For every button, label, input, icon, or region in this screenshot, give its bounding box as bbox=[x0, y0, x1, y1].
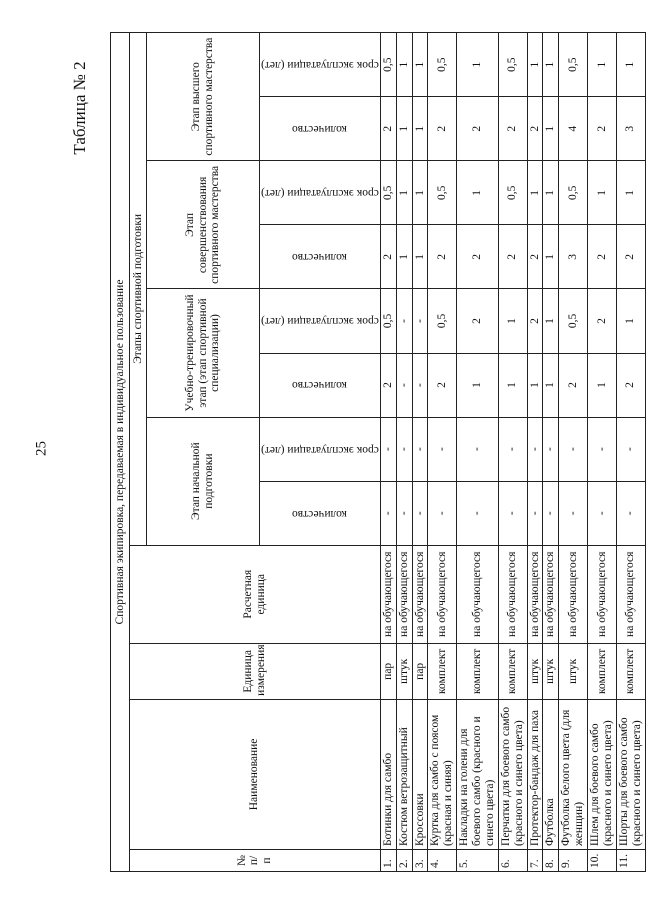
cell-value: 1 bbox=[527, 161, 543, 225]
row-unit: штук bbox=[527, 643, 543, 699]
table-row bbox=[396, 33, 412, 872]
cell-value: 2 bbox=[498, 97, 527, 161]
cell-value: 2 bbox=[527, 97, 543, 161]
row-unit: штук bbox=[543, 643, 559, 699]
header-stage-4: Этап высшего спортивного мастерства bbox=[147, 33, 260, 161]
row-name: Куртка для самбо с поясом (красная и синяя) bbox=[428, 699, 457, 849]
cell-value: - bbox=[588, 481, 617, 545]
cell-value: 2 bbox=[588, 97, 617, 161]
cell-value: 1 bbox=[396, 161, 412, 225]
header-qty-cell bbox=[260, 353, 381, 417]
cell-value: 0,5 bbox=[380, 161, 396, 225]
cell-value: 1 bbox=[412, 33, 428, 97]
cell-value: - bbox=[396, 481, 412, 545]
cell-value: 2 bbox=[588, 225, 617, 289]
cell-value: 1 bbox=[412, 161, 428, 225]
cell-value: 1 bbox=[396, 33, 412, 97]
cell-value: - bbox=[616, 417, 645, 481]
cell-value: - bbox=[498, 417, 527, 481]
cell-value: 1 bbox=[588, 353, 617, 417]
cell-value: 2 bbox=[616, 353, 645, 417]
cell-value: 1 bbox=[527, 33, 543, 97]
cell-value: - bbox=[543, 417, 559, 481]
cell-value: 0,5 bbox=[380, 33, 396, 97]
cell-value: 2 bbox=[457, 97, 499, 161]
header-stage-1: Этап начальной подготовки bbox=[147, 417, 260, 545]
row-unit: комплект bbox=[457, 643, 499, 699]
row-num: 5. bbox=[457, 849, 499, 871]
cell-value: 1 bbox=[543, 289, 559, 353]
header-calc-unit: Расчетная единица bbox=[130, 545, 381, 643]
cell-value: 2 bbox=[428, 353, 457, 417]
row-num: 11. bbox=[616, 849, 645, 871]
cell-value: - bbox=[498, 481, 527, 545]
table-row bbox=[588, 33, 617, 872]
cell-value: - bbox=[412, 417, 428, 481]
table-row bbox=[412, 33, 428, 872]
cell-value: 2 bbox=[616, 225, 645, 289]
table-row bbox=[380, 33, 396, 872]
row-num: 2. bbox=[396, 849, 412, 871]
table-row bbox=[498, 33, 527, 872]
cell-value: 2 bbox=[380, 97, 396, 161]
cell-value: 2 bbox=[380, 225, 396, 289]
cell-value: 1 bbox=[543, 33, 559, 97]
cell-value: - bbox=[412, 353, 428, 417]
row-calc-unit: на обучающегося bbox=[616, 545, 645, 643]
cell-value: - bbox=[428, 481, 457, 545]
header-life-cell bbox=[260, 161, 381, 225]
row-unit: пар bbox=[412, 643, 428, 699]
table-row bbox=[616, 33, 645, 872]
cell-value: - bbox=[457, 417, 499, 481]
header-qty-cell bbox=[260, 481, 381, 545]
cell-value: 0,5 bbox=[559, 161, 588, 225]
header-life-cell bbox=[260, 417, 381, 481]
row-name: Футболка bbox=[543, 699, 559, 849]
cell-value: 1 bbox=[396, 97, 412, 161]
row-name: Накладки на голени для боевого самбо (красного и синего цвета) bbox=[457, 699, 499, 849]
header-stage-3: Этап совершенствования спортивного мастерства bbox=[147, 161, 260, 289]
cell-value: - bbox=[559, 481, 588, 545]
cell-value: 2 bbox=[527, 225, 543, 289]
header-qty-cell bbox=[260, 97, 381, 161]
cell-value: 0,5 bbox=[428, 161, 457, 225]
cell-value: - bbox=[380, 417, 396, 481]
row-calc-unit: на обучающегося bbox=[380, 545, 396, 643]
header-unit: Единица измерения bbox=[130, 643, 381, 699]
row-name: Шорты для боевого самбо (красного и синего цвета) bbox=[616, 699, 645, 849]
cell-value: 1 bbox=[457, 353, 499, 417]
header-life-cell bbox=[260, 289, 381, 353]
cell-value: 1 bbox=[543, 161, 559, 225]
page-number: 25 bbox=[33, 441, 50, 456]
header-life: срок эксплуатации (лет) bbox=[261, 187, 379, 200]
cell-value: 1 bbox=[588, 161, 617, 225]
row-name: Ботинки для самбо bbox=[380, 699, 396, 849]
cell-value: 4 bbox=[559, 97, 588, 161]
row-calc-unit: на обучающегося bbox=[457, 545, 499, 643]
header-stages-group: Этапы спортивной подготовки bbox=[130, 33, 147, 546]
cell-value: 2 bbox=[498, 225, 527, 289]
table-row bbox=[543, 33, 559, 872]
row-unit: комплект bbox=[588, 643, 617, 699]
cell-value: 0,5 bbox=[498, 161, 527, 225]
cell-value: 1 bbox=[543, 353, 559, 417]
cell-value: - bbox=[457, 481, 499, 545]
header-num: № п/п bbox=[130, 849, 381, 871]
header-stage-2: Учебно-тренировочный этап (этап спортивной специализации) bbox=[147, 289, 260, 417]
cell-value: 1 bbox=[396, 225, 412, 289]
cell-value: - bbox=[616, 481, 645, 545]
cell-value: 1 bbox=[498, 353, 527, 417]
cell-value: 2 bbox=[428, 225, 457, 289]
rotated-table-frame bbox=[110, 32, 643, 872]
header-life-cell bbox=[260, 33, 381, 97]
row-name: Шлем для боевого самбо (красного и синего цвета) bbox=[588, 699, 617, 849]
row-name: Перчатки для боевого самбо (красного и синего цвета) bbox=[498, 699, 527, 849]
row-name: Костюм ветрозащитный bbox=[396, 699, 412, 849]
cell-value: - bbox=[412, 289, 428, 353]
row-calc-unit: на обучающегося bbox=[559, 545, 588, 643]
header-qty: количество bbox=[292, 123, 348, 136]
row-unit: штук bbox=[396, 643, 412, 699]
row-unit: комплект bbox=[428, 643, 457, 699]
cell-value: - bbox=[396, 417, 412, 481]
cell-value: - bbox=[396, 289, 412, 353]
row-num: 8. bbox=[543, 849, 559, 871]
equipment-table bbox=[110, 32, 646, 872]
row-name: Протектор-бандаж для паха bbox=[527, 699, 543, 849]
cell-value: 1 bbox=[616, 161, 645, 225]
header-qty: количество bbox=[292, 251, 348, 264]
row-name: Кроссовки bbox=[412, 699, 428, 849]
row-unit: штук bbox=[559, 643, 588, 699]
row-name: Футболка белого цвета (для женщин) bbox=[559, 699, 588, 849]
row-calc-unit: на обучающегося bbox=[588, 545, 617, 643]
cell-value: 1 bbox=[588, 33, 617, 97]
row-num: 10. bbox=[588, 849, 617, 871]
cell-value: 0,5 bbox=[428, 33, 457, 97]
cell-value: 3 bbox=[559, 225, 588, 289]
table-row bbox=[428, 33, 457, 872]
row-calc-unit: на обучающегося bbox=[498, 545, 527, 643]
header-qty-cell bbox=[260, 225, 381, 289]
table-row bbox=[527, 33, 543, 872]
cell-value: 2 bbox=[428, 97, 457, 161]
row-num: 9. bbox=[559, 849, 588, 871]
cell-value: 0,5 bbox=[559, 289, 588, 353]
cell-value: 1 bbox=[527, 353, 543, 417]
cell-value: - bbox=[588, 417, 617, 481]
cell-value: 1 bbox=[457, 161, 499, 225]
header-name: Наименование bbox=[130, 699, 381, 849]
cell-value: - bbox=[412, 481, 428, 545]
header-qty: количество bbox=[292, 379, 348, 392]
cell-value: 0,5 bbox=[428, 289, 457, 353]
cell-value: 1 bbox=[616, 289, 645, 353]
cell-value: - bbox=[428, 417, 457, 481]
table-label: Таблица № 2 bbox=[70, 61, 89, 155]
row-num: 1. bbox=[380, 849, 396, 871]
cell-value: - bbox=[396, 353, 412, 417]
table-sheet bbox=[110, 32, 643, 872]
row-num: 3. bbox=[412, 849, 428, 871]
cell-value: 0,5 bbox=[559, 33, 588, 97]
row-num: 7. bbox=[527, 849, 543, 871]
cell-value: 1 bbox=[412, 225, 428, 289]
row-calc-unit: на обучающегося bbox=[527, 545, 543, 643]
cell-value: - bbox=[527, 481, 543, 545]
row-calc-unit: на обучающегося bbox=[428, 545, 457, 643]
cell-value: 1 bbox=[412, 97, 428, 161]
row-calc-unit: на обучающегося bbox=[396, 545, 412, 643]
cell-value: - bbox=[543, 481, 559, 545]
cell-value: 2 bbox=[527, 289, 543, 353]
table-caption: Спортивная экипировка, передаваемая в индивидуальное пользование bbox=[111, 33, 130, 872]
row-unit: комплект bbox=[498, 643, 527, 699]
table-row bbox=[559, 33, 588, 872]
header-life: срок эксплуатации (лет) bbox=[261, 443, 379, 456]
cell-value: 2 bbox=[588, 289, 617, 353]
cell-value: 2 bbox=[457, 225, 499, 289]
header-life: срок эксплуатации (лет) bbox=[261, 315, 379, 328]
table-row bbox=[457, 33, 499, 872]
cell-value: 1 bbox=[498, 289, 527, 353]
cell-value: 2 bbox=[380, 353, 396, 417]
cell-value: 1 bbox=[543, 225, 559, 289]
cell-value: 0,5 bbox=[498, 33, 527, 97]
cell-value: 1 bbox=[616, 33, 645, 97]
row-calc-unit: на обучающегося bbox=[543, 545, 559, 643]
header-qty: количество bbox=[292, 507, 348, 520]
cell-value: 3 bbox=[616, 97, 645, 161]
cell-value: 0,5 bbox=[380, 289, 396, 353]
cell-value: 1 bbox=[543, 97, 559, 161]
cell-value: - bbox=[527, 417, 543, 481]
cell-value: 1 bbox=[457, 33, 499, 97]
row-num: 6. bbox=[498, 849, 527, 871]
header-life: срок эксплуатации (лет) bbox=[261, 59, 379, 72]
cell-value: 2 bbox=[457, 289, 499, 353]
cell-value: 2 bbox=[559, 353, 588, 417]
row-unit: пар bbox=[380, 643, 396, 699]
row-unit: комплект bbox=[616, 643, 645, 699]
cell-value: - bbox=[559, 417, 588, 481]
row-num: 4. bbox=[428, 849, 457, 871]
row-calc-unit: на обучающегося bbox=[412, 545, 428, 643]
cell-value: - bbox=[380, 481, 396, 545]
